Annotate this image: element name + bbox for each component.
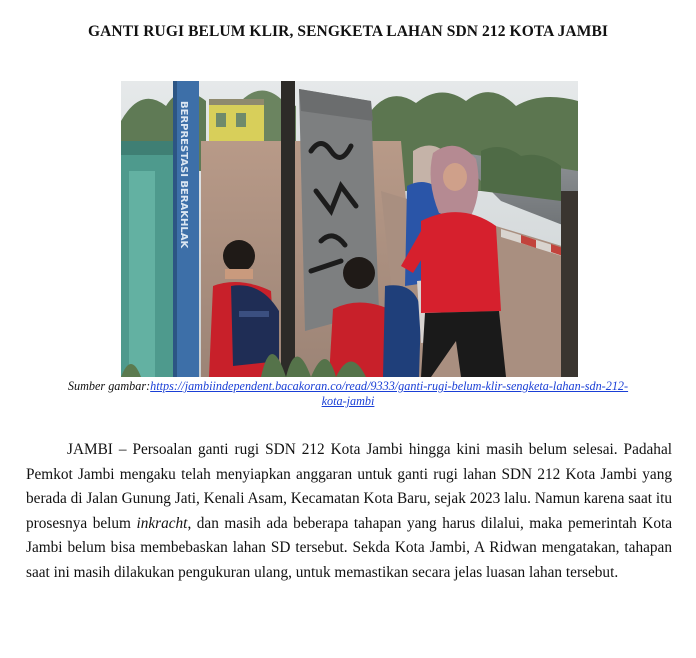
article-paragraph — [26, 438, 672, 586]
source-link[interactable]: https://jambiindependent.bacakoran.co/read/9333/ganti-rugi-belum-klir-sengketa-lahan-sdn-212-kota-jambi — [150, 379, 629, 408]
article-photo — [121, 81, 578, 377]
paragraph-text-part1: JAMBI – Persoalan ganti rugi SDN 212 Kota Jambi hingga kini masih belum selesai. Padahal Pemkot Jambi mengaku telah menyiapkan anggaran untuk ganti rugi lahan SDN 212 Kota Jambi yang berada di Jalan Gunung Jati, Kenali Asam, Kecamatan Kota Baru, sejak 2023 lalu. Namun karena saat itu prosesnya belum — [26, 441, 672, 532]
paragraph-italic-term: inkracht — [136, 514, 188, 532]
article-title: GANTI RUGI BELUM KLIR, SENGKETA LAHAN SDN 212 KOTA JAMBI — [87, 23, 609, 40]
photo-illustration — [121, 81, 578, 377]
caption-prefix: Sumber gambar: — [67, 379, 151, 393]
svg-text:BERPRESTASI BERAKHLAK: BERPRESTASI BERAKHLAK — [178, 101, 189, 249]
image-caption — [60, 379, 636, 409]
paragraph-text-part2: , dan masih ada beberapa tahapan yang harus dilalui, maka pemerintah Kota Jambi belum bisa membebaskan lahan SD tersebut. Sekda Kota Jambi, A Ridwan mengatakan, tahapan saat ini masih dilakukan pengukuran ulang, untuk memastikan secara jelas luasan lahan tersebut. — [26, 514, 673, 581]
